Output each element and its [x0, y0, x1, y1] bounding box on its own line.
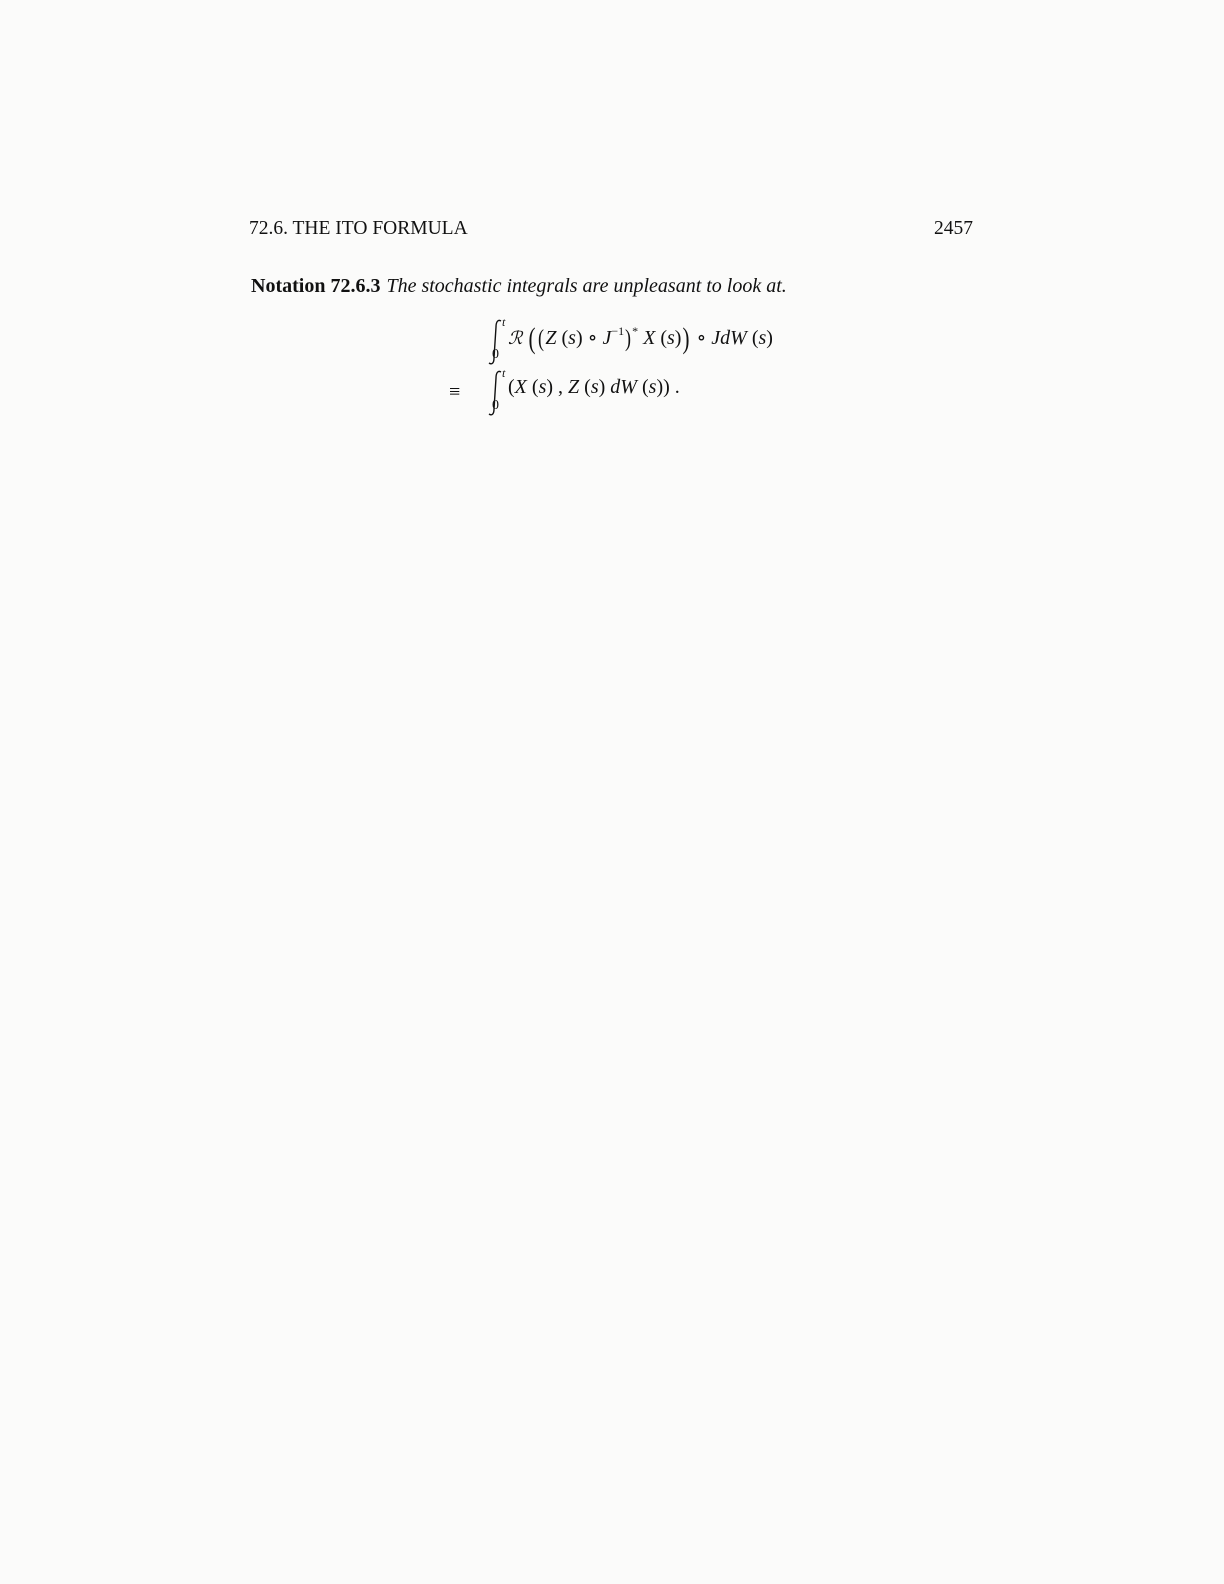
page-number: 2457 — [934, 218, 973, 239]
notation-text: The stochastic integrals are unpleasant to look at. — [386, 275, 787, 297]
notation-statement — [251, 275, 787, 298]
equiv-symbol: ≡ — [449, 381, 461, 403]
lower-limit: 0 — [492, 347, 499, 362]
upper-limit: t — [502, 366, 506, 380]
lower-limit: 0 — [492, 398, 499, 413]
integrand-1: ℛ ( (Z (s) ∘ $J^{-1})^*$ X (s)) ∘ JdW (s) — [508, 322, 773, 355]
running-head — [249, 218, 973, 248]
section-title: 72.6. THE ITO FORMULA — [249, 218, 468, 239]
notation-label: Notation 72.6.3 — [251, 275, 381, 297]
integrand-2: (X (s) , Z (s) dW (s)) . — [508, 376, 680, 398]
upper-limit: t — [502, 315, 506, 329]
